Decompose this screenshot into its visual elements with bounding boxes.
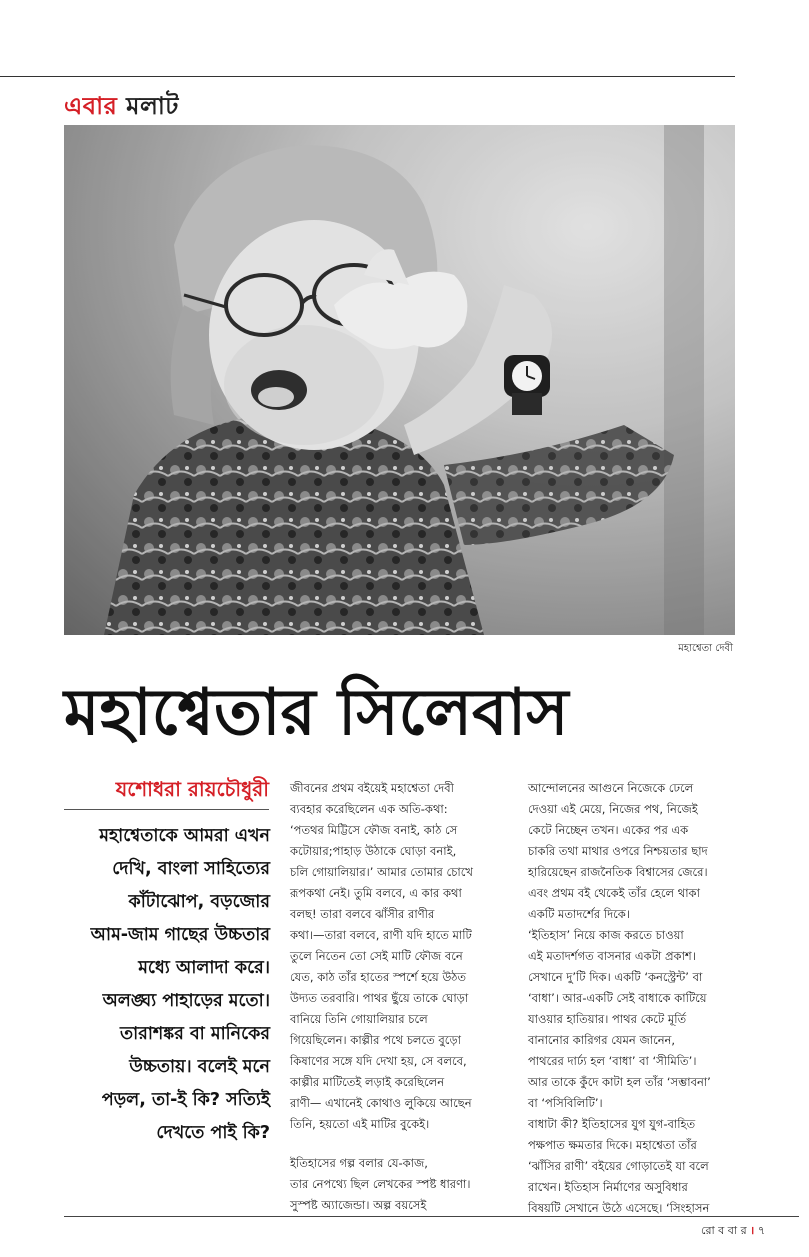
body-line: পাথরের দার্ঢ্য হল ‘বাধা’ বা ‘সীমিতি’। <box>528 1054 697 1068</box>
pull-quote-line: উচ্চতায়। বলেই মনে <box>129 1057 270 1077</box>
body-line: তুলে নিতেন তো সেই মাটি ফৌজ বনে <box>290 949 463 963</box>
body-line: ইতিহাসের গল্প বলার যে-কাজ, <box>290 1156 428 1170</box>
body-line: উদ্যত তরবারি। পাথর ছুঁয়ে তাকে ঘোড়া <box>290 991 469 1005</box>
body-line: কটোয়ার;পাহাড় উঠাকে ঘোড়া বনাই, <box>290 844 457 858</box>
pull-quote-line: পড়ল, তা-ই কি? সত্যিই <box>101 1090 270 1110</box>
footer-separator: । <box>750 1224 755 1237</box>
body-line: জীবনের প্রথম বইয়েই মহাশ্বেতা দেবী <box>290 781 454 795</box>
pull-quote-line: তারাশঙ্কর বা মানিকের <box>120 1024 270 1044</box>
body-line: গিয়েছিলেন। কাল্পীর পথে চলতে বুড়ো <box>290 1033 461 1047</box>
body-line: কেটে নিচ্ছেন তখন। একের পর এক <box>528 823 689 837</box>
body-line: রূপকথা নেই। তুমি বলবে, এ কার কথা <box>290 886 462 900</box>
portrait-illustration <box>64 125 735 635</box>
body-line: কথা।—তারা বলবে, রাণী যদি হাতে মাটি <box>290 928 472 942</box>
byline-rule <box>64 809 269 810</box>
body-line: হারিয়েছেন রাজনৈতিক বিশ্বাসের জেরে। <box>528 865 708 879</box>
body-line: কাল্পীর মাটিতেই লড়াই করেছিলেন <box>290 1075 445 1089</box>
body-line: রাখেন। ইতিহাস নির্মাণের অসুবিধার <box>528 1180 688 1194</box>
pull-quote-line: কাঁটাঝোপ, বড়জোর <box>128 892 270 912</box>
pull-quote-line: মহাশ্বেতাকে আমরা এখন <box>99 826 270 846</box>
body-line: ‘পতথর মিট্টিসে ফৌজ বনাই, কাঠ সে <box>290 823 458 837</box>
body-line: যেত, কাঠ তাঁর হাতের স্পর্শে হয়ে উঠত <box>290 970 467 984</box>
body-line: তিনি, হয়তো এই মাটির বুকেই। <box>290 1117 430 1131</box>
body-line: রাণী— এখানেই কোথাও লুকিয়ে আছেন <box>290 1096 472 1110</box>
pull-quote-line: মধ্যে আলাদা করে। <box>138 958 270 978</box>
pull-quote-line: দেখতে পাই কি? <box>156 1123 270 1143</box>
body-line: কিষাণের সঙ্গে যদি দেখা হয়, সে বলবে, <box>290 1054 467 1068</box>
body-line: বলছ! তারা বলবে ঝাঁসীর রাণীর <box>290 907 435 921</box>
body-line: বা ‘পসিবিলিটি’। <box>528 1096 603 1110</box>
body-line: বিষয়টি সেখানে উঠে এসেছে। ‘সিংহাসন <box>528 1201 710 1215</box>
bottom-rule <box>64 1216 799 1217</box>
body-line: ‘ইতিহাস’ নিয়ে কাজ করতে চাওয়া <box>528 928 684 942</box>
body-line: এই মতাদর্শগত বাসনার একটা প্রকাশ। <box>528 949 696 963</box>
body-line: তার নেপথ্যে ছিল লেখকের স্পষ্ট ধারণা। <box>290 1177 471 1191</box>
body-line: আন্দোলনের আগুনে নিজেকে ঢেলে <box>528 781 694 795</box>
body-line: ব্যবহার করেছিলেন এক অতি-কথা: <box>290 802 448 816</box>
author-byline: যশোধরা রায়চৌধুরী <box>115 777 269 801</box>
article-column-1 <box>290 778 502 1216</box>
body-line: ‘ঝাঁসির রাণী’ বইয়ের গোড়াতেই যা বলে <box>528 1159 709 1173</box>
body-line: দেওয়া এই মেয়ে, নিজের পথ, নিজেই <box>528 802 698 816</box>
cover-photo <box>64 125 735 635</box>
publication-name: রো ব বা র <box>700 1224 747 1237</box>
body-line: এবং প্রথম বই থেকেই তাঁর হেলে থাকা <box>528 886 700 900</box>
page-number: ৭ <box>757 1224 765 1237</box>
section-label-black: মলাট <box>126 92 179 120</box>
page-footer <box>701 1222 765 1241</box>
headline: মহাশ্বেতার সিলেবাস <box>64 676 569 750</box>
body-line: চাকরি তথা মাথার ওপরে নিশ্চয়তার ছাদ <box>528 844 708 858</box>
pull-quote-line: দেখি, বাংলা সাহিত্যের <box>112 859 270 879</box>
body-line: ‘বাধা’। আর-একটি সেই বাধাকে কাটিয়ে <box>528 991 707 1005</box>
body-line: যাওয়ার হাতিয়ার। পাথর কেটে মূর্তি <box>528 1012 687 1026</box>
body-line: পক্ষপাত ক্ষমতার দিকে। মহাশ্বেতা তাঁর <box>528 1138 697 1152</box>
body-line: চলি গোয়ালিয়ার।’ আমার তোমার চোখে <box>290 865 473 879</box>
body-line: সেখানে দু’টি দিক। একটি ‘কনস্ট্রেন্ট’ বা <box>528 970 703 984</box>
body-line: একটি মতাদর্শের দিকে। <box>528 907 630 921</box>
pull-quote <box>60 820 270 1150</box>
body-line: বানিয়ে তিনি গোয়ালিয়ার চলে <box>290 1012 428 1026</box>
pull-quote-line: আম-জাম গাছের উচ্চতার <box>90 925 270 945</box>
body-line: সুস্পষ্ট অ্যাজেন্ডা। অল্প বয়সেই <box>290 1198 427 1212</box>
section-label <box>64 88 179 128</box>
pull-quote-line: অলঙ্ঘ্য পাহাড়ের মতো। <box>102 991 270 1011</box>
top-rule <box>0 76 735 77</box>
article-column-2 <box>528 778 740 1219</box>
section-label-red: এবার <box>64 92 118 120</box>
body-line: আর তাকে কুঁদে কাটা হল তাঁর ‘সম্ভাবনা’ <box>528 1075 711 1089</box>
body-line: বানানোর কারিগর যেমন জানেন, <box>528 1033 676 1047</box>
body-line: বাধাটা কী? ইতিহাসের যুগ যুগ-বাহিত <box>528 1117 696 1131</box>
photo-caption: মহাশ্বেতা দেবী <box>678 643 733 654</box>
